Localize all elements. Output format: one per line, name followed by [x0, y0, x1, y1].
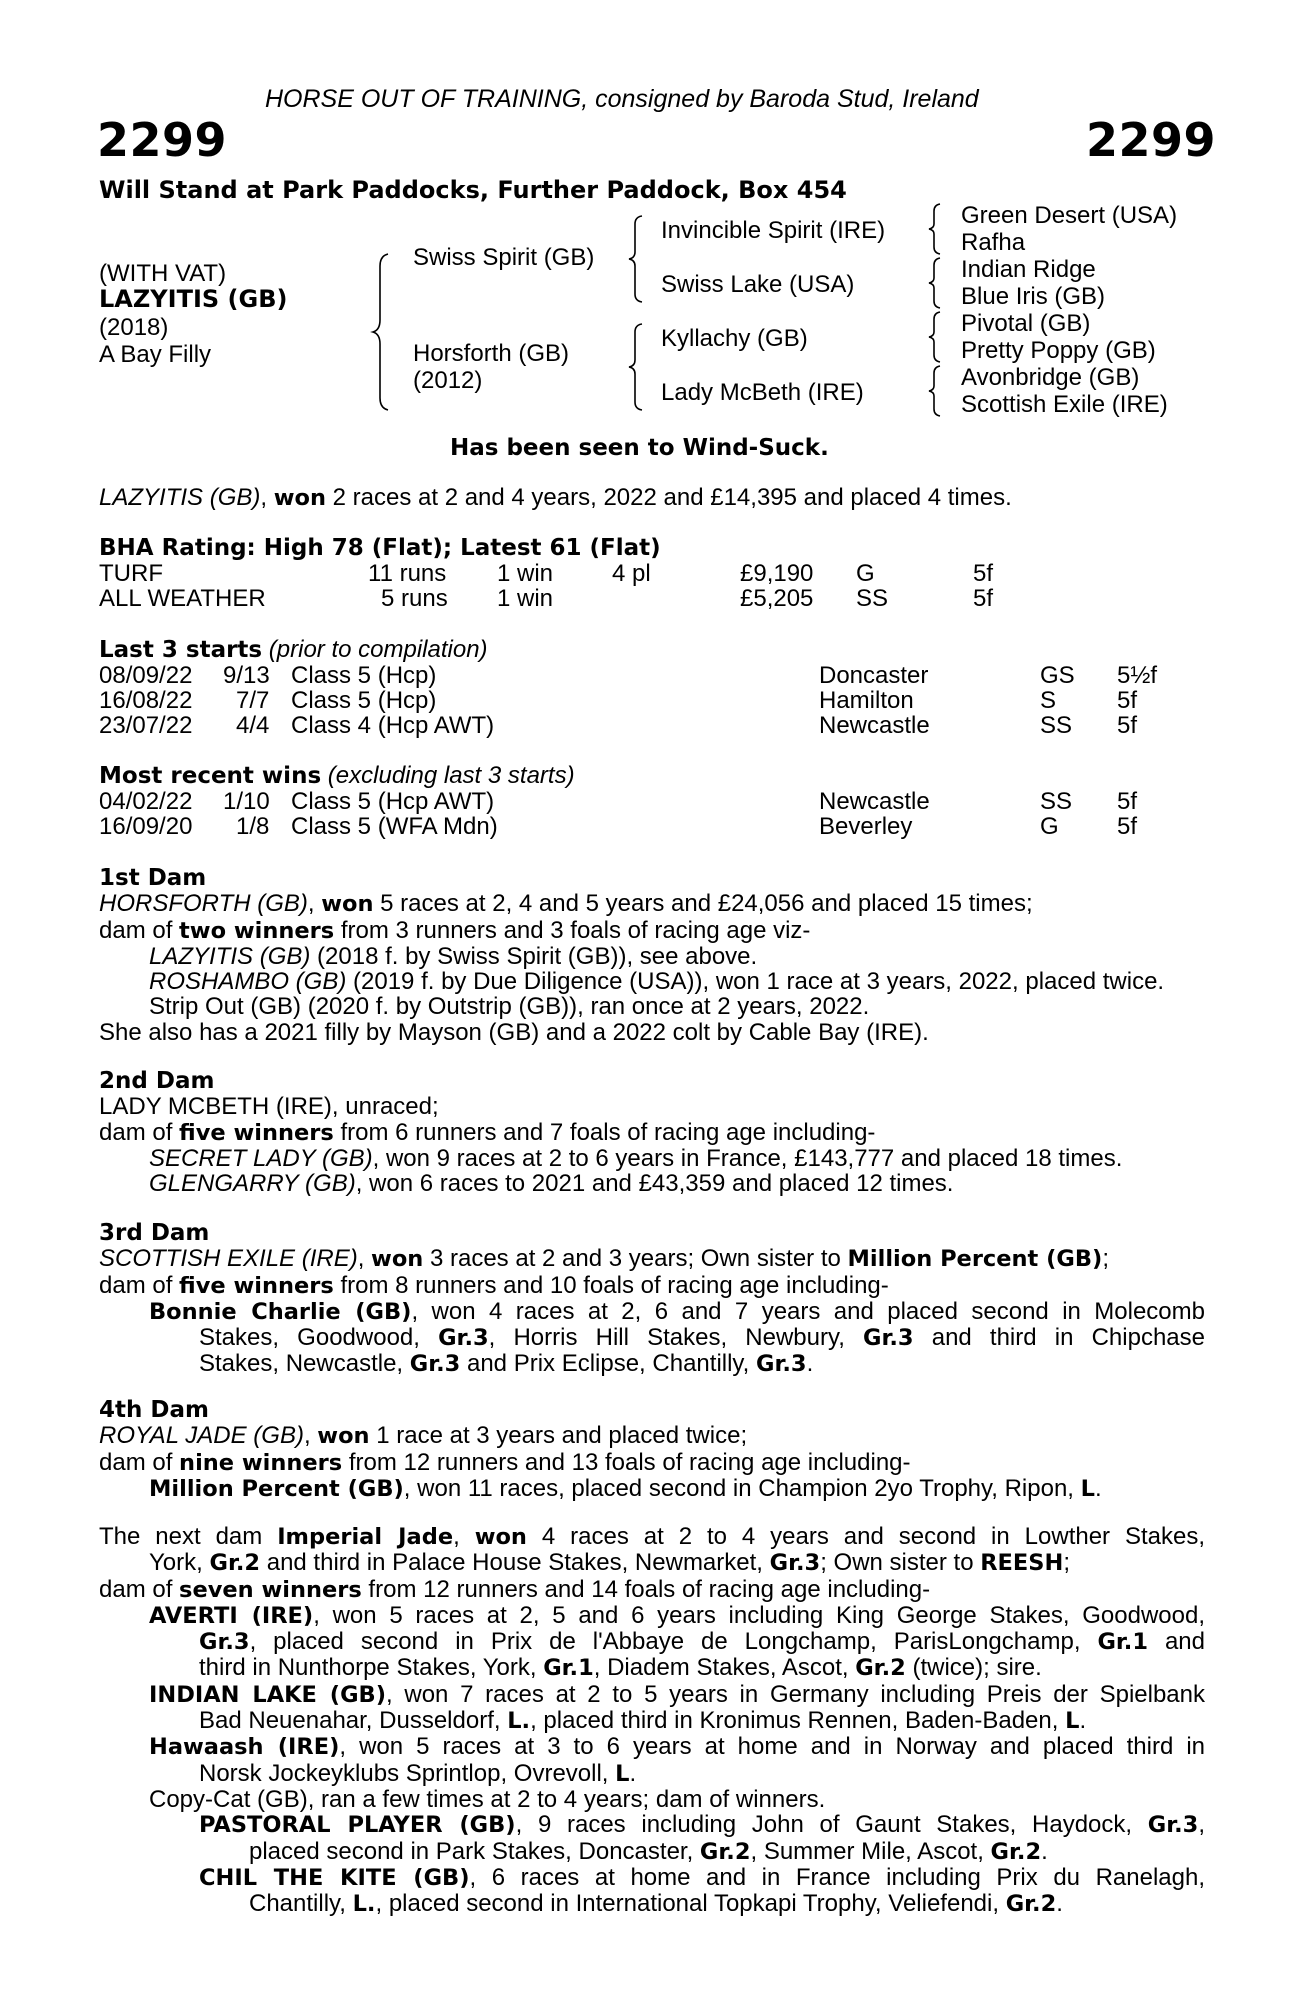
progeny-line: ROSHAMBO (GB) (2019 f. by Due Diligence (USA)), won 1 race at 3 years, 2022, placed twice. — [149, 968, 1165, 996]
progeny-line: Hawaash (IRE), won 5 races at 3 to 6 years at home and in Norway and placed third in — [149, 1733, 1205, 1761]
progeny-line: Gr.3, placed second in Prix de l'Abbaye de Longchamp, ParisLongchamp, Gr.1 and — [199, 1628, 1205, 1656]
progeny-line: third in Nunthorpe Stakes, York, Gr.1, Diadem Stakes, Ascot, Gr.2 (twice); sire. — [199, 1654, 1042, 1682]
progeny-line: Bad Neuenahar, Dusseldorf, L., placed third in Kronimus Rennen, Baden-Baden, L. — [199, 1707, 1087, 1735]
pedigree-brace-dam — [626, 322, 646, 412]
wind-suck-note: Has been seen to Wind-Suck. — [450, 435, 829, 461]
lot-number-right: 2299 — [1086, 113, 1217, 167]
horse-description: A Bay Filly — [99, 341, 212, 368]
pedigree-dam-year: (2012) — [413, 367, 483, 394]
next-dam-line: York, Gr.2 and third in Palace House Stakes, Newmarket, Gr.3; Own sister to REESH; — [149, 1549, 1071, 1577]
progeny-line: Stakes, Goodwood, Gr.3, Horris Hill Stakes, Newbury, Gr.3 and third in Chipchase — [199, 1324, 1205, 1352]
third-dam-line: dam of five winners from 8 runners and 10 foals of racing age including- — [99, 1271, 889, 1299]
pedigree-g3: Indian Ridge — [961, 256, 1096, 283]
next-dam-section — [99, 1524, 1205, 1917]
second-dam-heading: 2nd Dam — [99, 1068, 215, 1094]
pedigree-dam: Horsforth (GB) — [413, 340, 570, 367]
pedigree-g7: Avonbridge (GB) — [961, 364, 1140, 391]
bha-rating-heading: BHA Rating: High 78 (Flat); Latest 61 (Flat) — [99, 535, 661, 561]
progeny-line: AVERTI (IRE), won 5 races at 2, 5 and 6 years including King George Stakes, Goodwood, — [149, 1601, 1205, 1629]
consignment-line: HORSE OUT OF TRAINING, consigned by Baroda Stud, Ireland — [265, 85, 979, 113]
progeny-line: Norsk Jockeyklubs Sprintlop, Ovrevoll, L. — [199, 1759, 637, 1787]
lot-number-left: 2299 — [97, 113, 228, 167]
pedigree-g1: Green Desert (USA) — [961, 202, 1178, 229]
grand-progeny-line: PASTORAL PLAYER (GB), 9 races including John of Gaunt Stakes, Haydock, Gr.3, — [199, 1811, 1205, 1839]
pedigree-sire-dam: Swiss Lake (USA) — [661, 271, 855, 298]
second-dam-line: dam of five winners from 6 runners and 7 foals of racing age including- — [99, 1118, 876, 1146]
fourth-dam-line: dam of nine winners from 12 runners and 13 foals of racing age including- — [99, 1448, 911, 1476]
third-dam-section — [99, 1221, 1205, 1378]
first-dam-section — [99, 866, 1205, 1045]
second-dam-section — [99, 1069, 1205, 1196]
first-dam-line: She also has a 2021 filly by Mayson (GB) and a 2022 colt by Cable Bay (IRE). — [99, 1018, 929, 1046]
pedigree-g5: Pivotal (GB) — [961, 310, 1091, 337]
progeny-line: SECRET LADY (GB), won 9 races at 2 to 6 years in France, £143,777 and placed 18 times. — [149, 1144, 1123, 1172]
grand-progeny-line: CHIL THE KITE (GB), 6 races at home and in France including Prix du Ranelagh, — [199, 1863, 1205, 1891]
pedigree-g2: Rafha — [961, 229, 1026, 256]
progeny-line: INDIAN LAKE (GB), won 7 races at 2 to 5 years in Germany including Preis der Spielbank — [149, 1680, 1205, 1708]
progeny-line: Bonnie Charlie (GB), won 4 races at 2, 6 and 7 years and placed second in Molecomb — [149, 1297, 1205, 1325]
third-dam-heading: 3rd Dam — [99, 1220, 210, 1246]
last-3-starts-heading: Last 3 starts (prior to compilation) — [99, 636, 488, 663]
first-dam-line: HORSFORTH (GB), won 5 races at 2, 4 and 5 years and £24,056 and placed 15 times; — [99, 890, 1033, 918]
grand-progeny-line: Chantilly, L., placed second in International Topkapi Trophy, Veliefendi, Gr.2. — [249, 1890, 1063, 1918]
pedigree-g4: Blue Iris (GB) — [961, 283, 1106, 310]
first-dam-heading: 1st Dam — [99, 865, 207, 891]
third-dam-line: SCOTTISH EXILE (IRE), won 3 races at 2 and 3 years; Own sister to Million Percent (GB); — [99, 1245, 1109, 1273]
pedigree-brace-sire — [626, 214, 646, 304]
progeny-line: Copy-Cat (GB), ran a few times at 2 to 4 years; dam of winners. — [149, 1785, 826, 1813]
stand-location: Will Stand at Park Paddocks, Further Paddock, Box 454 — [99, 176, 847, 204]
pedigree-brace-g78 — [926, 364, 944, 418]
fourth-dam-heading: 4th Dam — [99, 1397, 209, 1423]
recent-wins-heading: Most recent wins (excluding last 3 starts) — [99, 762, 575, 789]
pedigree-dam-sire: Kyllachy (GB) — [661, 325, 808, 352]
pedigree-g6: Pretty Poppy (GB) — [961, 337, 1156, 364]
progeny-line: Strip Out (GB) (2020 f. by Outstrip (GB)), ran once at 2 years, 2022. — [149, 993, 870, 1021]
grand-progeny-line: placed second in Park Stakes, Doncaster, Gr.2, Summer Mile, Ascot, Gr.2. — [249, 1837, 1048, 1865]
second-dam-line: LADY MCBETH (IRE), unraced; — [99, 1093, 439, 1121]
next-dam-line: The next dam Imperial Jade, won 4 races at 2 to 4 years and second in Lowther Stakes, — [99, 1523, 1206, 1550]
fourth-dam-section — [99, 1398, 1205, 1502]
pedigree-g8: Scottish Exile (IRE) — [961, 391, 1168, 418]
next-dam-line: dam of seven winners from 12 runners and 14 foals of racing age including- — [99, 1575, 931, 1603]
progeny-line: LAZYITIS (GB) (2018 f. by Swiss Spirit (GB)), see above. — [149, 942, 758, 970]
pedigree-sire: Swiss Spirit (GB) — [413, 244, 595, 271]
pedigree-brace-main — [370, 252, 392, 412]
pedigree-brace-g12 — [926, 202, 944, 256]
vat-note: (WITH VAT) — [99, 260, 227, 287]
pedigree-brace-g56 — [926, 310, 944, 364]
pedigree-brace-g34 — [926, 256, 944, 310]
first-dam-line: dam of two winners from 3 runners and 3 foals of racing age viz- — [99, 916, 811, 944]
race-summary: LAZYITIS (GB), won 2 races at 2 and 4 years, 2022 and £14,395 and placed 4 times. — [99, 484, 1012, 511]
pedigree-dam-dam: Lady McBeth (IRE) — [661, 379, 864, 406]
foaling-year: (2018) — [99, 314, 169, 341]
fourth-dam-line: ROYAL JADE (GB), won 1 race at 3 years and placed twice; — [99, 1422, 748, 1450]
progeny-line: Million Percent (GB), won 11 races, placed second in Champion 2yo Trophy, Ripon, L. — [149, 1474, 1102, 1502]
progeny-line: GLENGARRY (GB), won 6 races to 2021 and £43,359 and placed 12 times. — [149, 1170, 954, 1198]
horse-name: LAZYITIS (GB) — [99, 285, 288, 313]
progeny-line: Stakes, Newcastle, Gr.3 and Prix Eclipse, Chantilly, Gr.3. — [199, 1350, 814, 1378]
pedigree-sire-sire: Invincible Spirit (IRE) — [661, 217, 886, 244]
